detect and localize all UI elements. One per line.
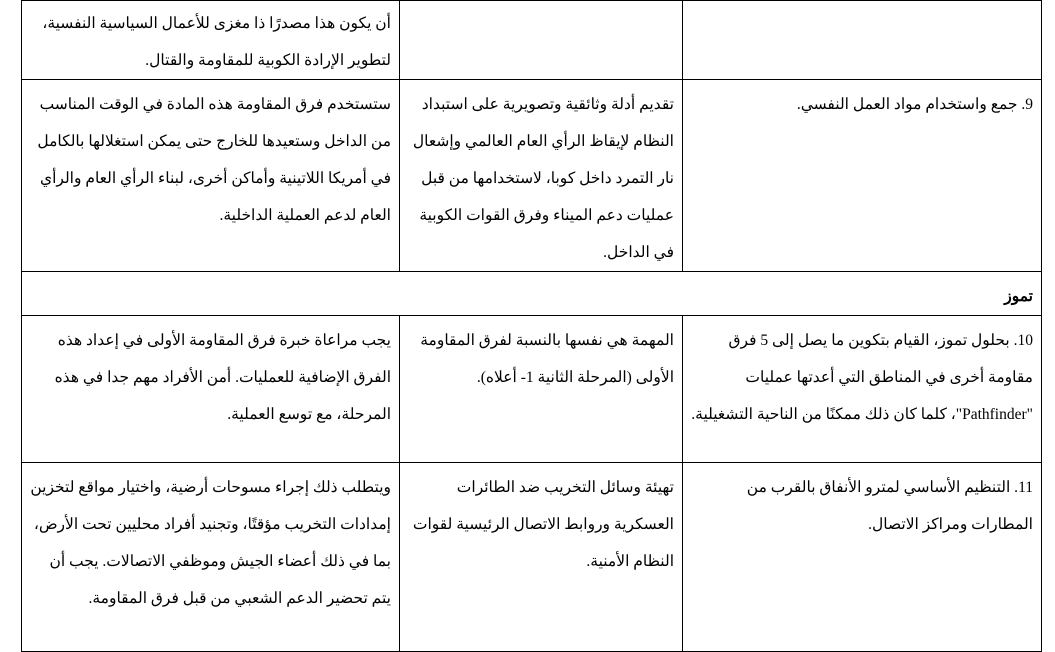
item-cell: 11. التنظيم الأساسي لمترو الأنفاق بالقرب من المطارات ومراكز الاتصال. xyxy=(683,463,1042,652)
table-row xyxy=(22,80,1042,272)
document-page xyxy=(21,0,1041,629)
table-row xyxy=(22,1,1042,80)
month-header-row xyxy=(22,272,1042,316)
notes-cell xyxy=(22,1,400,80)
table-row xyxy=(22,463,1042,652)
table-row xyxy=(22,316,1042,463)
notes-cell: ويتطلب ذلك إجراء مسوحات أرضية، واختيار مواقع لتخزين إمدادات التخريب مؤقتًا، وتجنيد أفراد محليين تحت الأرض، بما في ذلك أعضاء الجيش وموظفي الاتصالات. يجب أن يتم تحضير الدعم الشعبي من قبل فرق المقاومة. xyxy=(22,463,400,652)
item-cell xyxy=(683,1,1042,80)
operations-table xyxy=(21,0,1042,652)
notes-cell: يجب مراعاة خبرة فرق المقاومة الأولى في إعداد هذه الفرق الإضافية للعمليات. أمن الأفراد مهم جدا في هذه المرحلة، مع توسع العملية. xyxy=(22,316,400,463)
activity-cell: المهمة هي نفسها بالنسبة لفرق المقاومة الأولى (المرحلة الثانية 1- أعلاه). xyxy=(400,316,683,463)
activity-cell: تهيئة وسائل التخريب ضد الطائرات العسكرية وروابط الاتصال الرئيسية لقوات النظام الأمنية. xyxy=(400,463,683,652)
activity-cell: تقديم أدلة وثائقية وتصويرية على استبداد النظام لإيقاظ الرأي العام العالمي وإشعال نار التمرد داخل كوبا، لاستخدامها من قبل عمليات دعم الميناء وفرق القوات الكوبية في الداخل. xyxy=(400,80,683,272)
item-cell: 10. بحلول تموز، القيام بتكوين ما يصل إلى 5 فرق مقاومة أخرى في المناطق التي أعدتها عمليات "Pathfinder"، كلما كان ذلك ممكنًا من الناحية التشغيلية. xyxy=(683,316,1042,463)
notes-text: أن يكون هذا مصدرًا ذا مغزى للأعمال السياسية النفسية، لتطوير الإرادة الكوبية للمقاومة والقتال. xyxy=(42,15,391,69)
notes-cell: ستستخدم فرق المقاومة هذه المادة في الوقت المناسب من الداخل وستعيدها للخارج حتى يمكن استغلالها بالكامل في أمريكا اللاتينية وأماكن أخرى، لبناء الرأي العام والرأي العام لدعم العملية الداخلية. xyxy=(22,80,400,272)
activity-cell xyxy=(400,1,683,80)
month-header: تموز xyxy=(22,272,1042,316)
item-cell: 9. جمع واستخدام مواد العمل النفسي. xyxy=(683,80,1042,272)
